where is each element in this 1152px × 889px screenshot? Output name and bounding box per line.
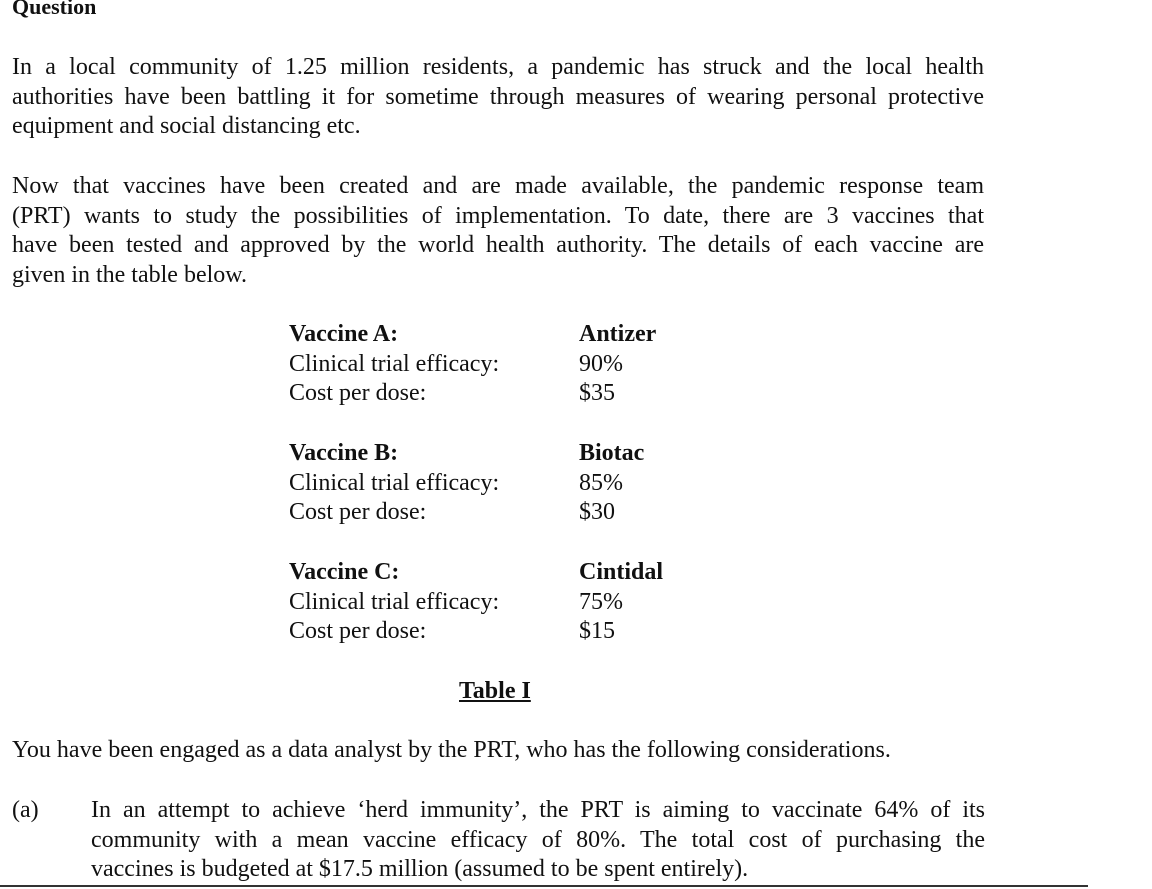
cost-label: Cost per dose:: [289, 618, 427, 644]
vaccine-name: Antizer: [579, 321, 657, 347]
vaccines-paragraph: [12, 172, 984, 290]
vaccine-label: Vaccine C:: [289, 559, 400, 585]
vaccine-row: [289, 320, 709, 350]
item-line: vaccines is budgeted at $17.5 million (assumed to be spent entirely).: [91, 856, 749, 882]
paragraph-line: have been tested and approved by the world health authority. The details of each vaccine are: [12, 232, 984, 258]
paragraph-line: equipment and social distancing etc.: [12, 113, 361, 139]
page-divider: [0, 885, 1088, 887]
item-line: community with a mean vaccine efficacy of 80%. The total cost of purchasing the: [91, 826, 985, 853]
vaccine-row: [289, 558, 709, 588]
cost-row: [289, 498, 709, 528]
vaccine-a-block: [289, 320, 709, 409]
table-caption: Table I: [459, 678, 531, 704]
efficacy-value: 90%: [579, 350, 623, 377]
paragraph-line: (PRT) wants to study the possibilities of implementation. To date, there are 3 vaccines that: [12, 202, 984, 229]
item-line: In an attempt to achieve ‘herd immunity’, the PRT is aiming to vaccinate 64% of its: [91, 797, 985, 823]
efficacy-label: Clinical trial efficacy:: [289, 588, 500, 615]
vaccine-c-block: [289, 558, 709, 647]
efficacy-label: Clinical trial efficacy:: [289, 469, 500, 496]
vaccine-row: [289, 439, 709, 469]
cost-label: Cost per dose:: [289, 499, 427, 525]
vaccine-name: Cintidal: [579, 559, 664, 585]
efficacy-value: 85%: [579, 469, 623, 496]
cost-value: $30: [579, 499, 615, 525]
efficacy-row: [289, 350, 709, 380]
vaccine-name: Biotac: [579, 440, 645, 466]
paragraph-line: In a local community of 1.25 million residents, a pandemic has struck and the local health: [12, 54, 984, 80]
cost-label: Cost per dose:: [289, 380, 427, 406]
paragraph-line: given in the table below.: [12, 261, 248, 288]
paragraph-line: Now that vaccines have been created and are made available, the pandemic response team: [12, 173, 984, 199]
vaccine-label: Vaccine B:: [289, 440, 399, 466]
vaccine-label: Vaccine A:: [289, 321, 399, 347]
efficacy-row: [289, 588, 709, 618]
paragraph-line: authorities have been battling it for sometime through measures of wearing personal protective: [12, 83, 984, 110]
item-text: [91, 796, 985, 885]
cost-value: $15: [579, 618, 615, 644]
efficacy-row: [289, 469, 709, 499]
cost-row: [289, 617, 709, 647]
vaccine-b-block: [289, 439, 709, 528]
efficacy-value: 75%: [579, 588, 623, 615]
analyst-paragraph: You have been engaged as a data analyst by the PRT, who has the following considerations.: [12, 737, 891, 763]
question-heading: Question: [12, 0, 97, 19]
cost-row: [289, 379, 709, 409]
cost-value: $35: [579, 380, 615, 406]
intro-paragraph: [12, 53, 984, 142]
efficacy-label: Clinical trial efficacy:: [289, 350, 500, 377]
item-label: (a): [12, 797, 39, 823]
